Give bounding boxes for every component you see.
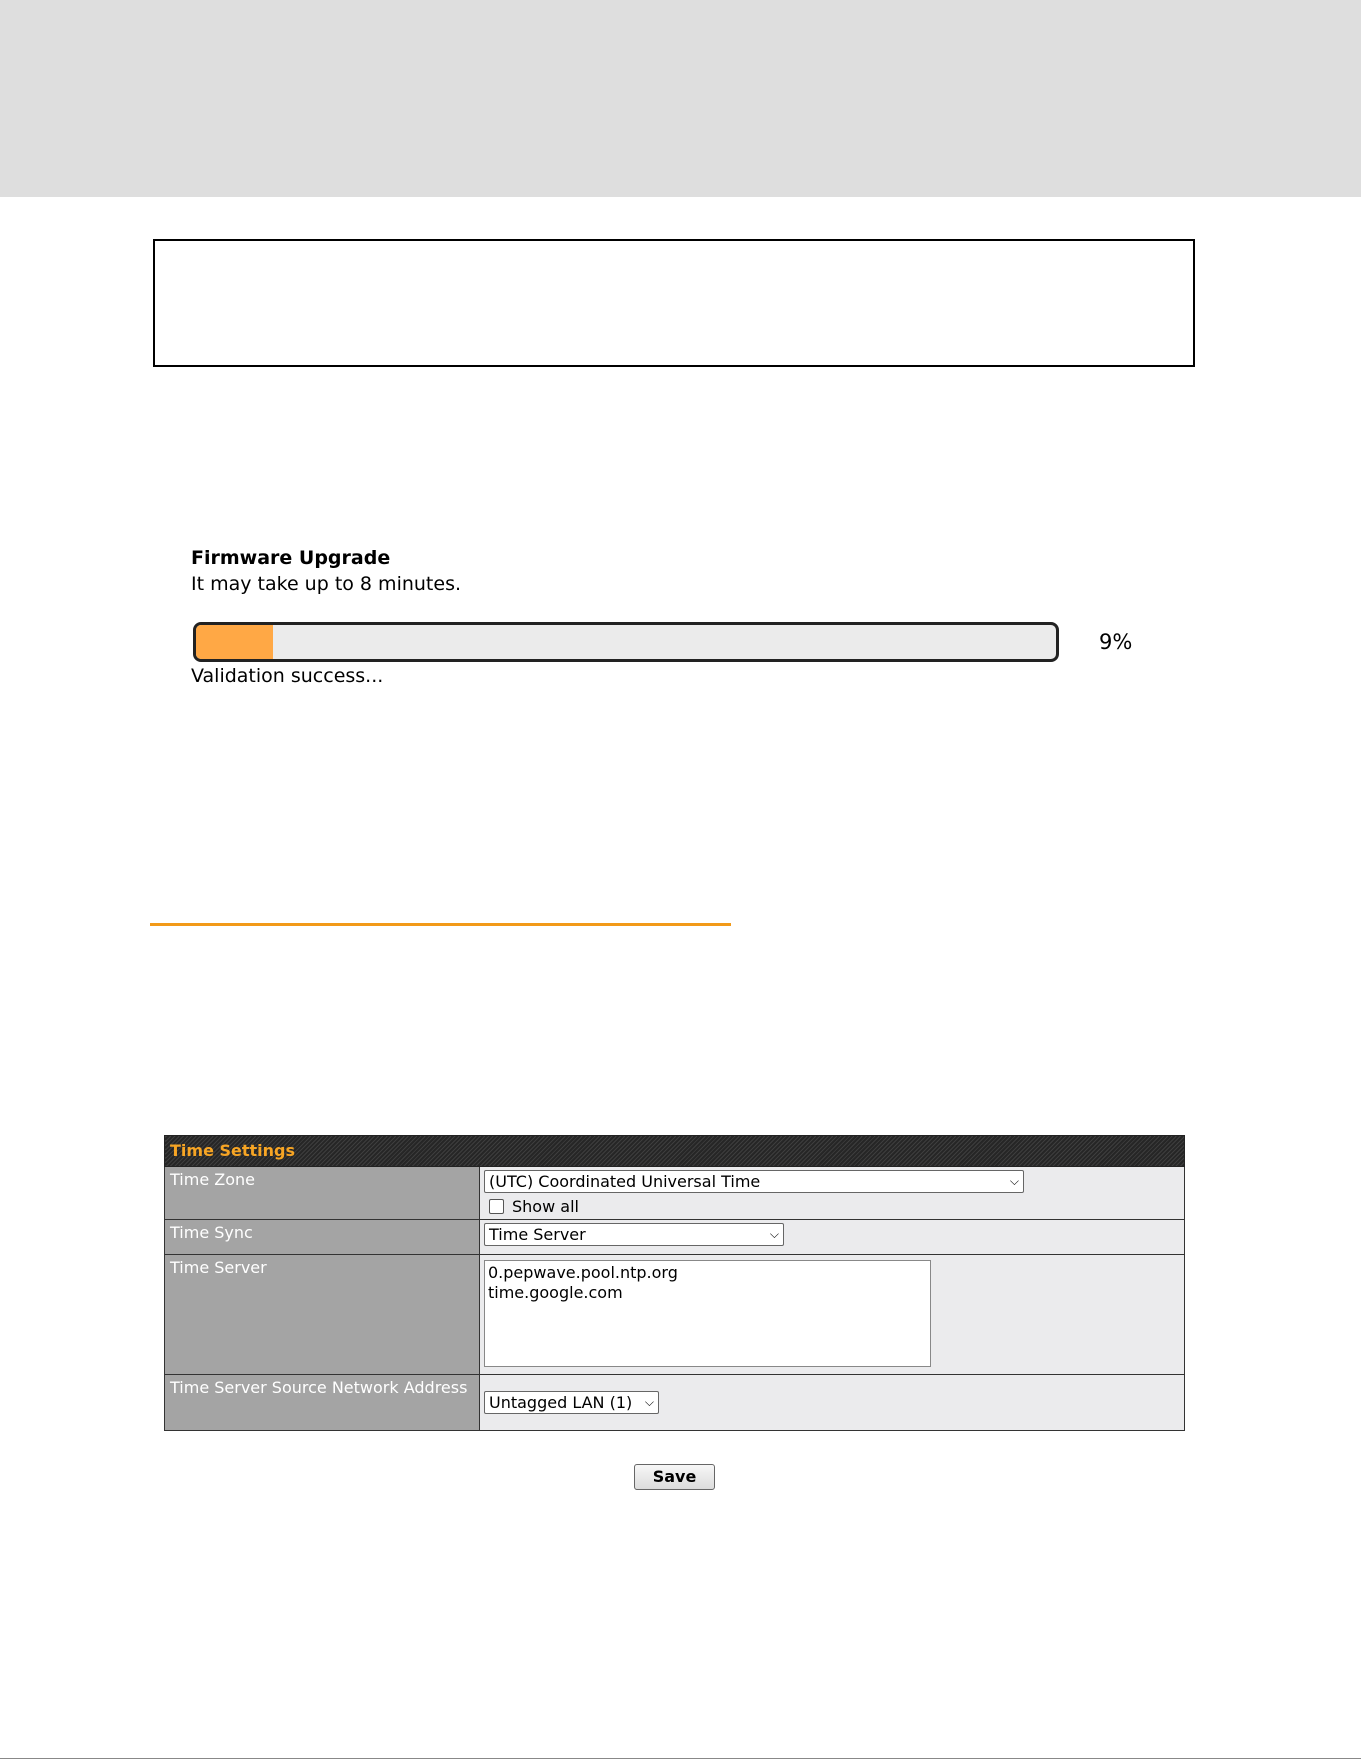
source-address-value: Untagged LAN (1) [489,1393,633,1412]
time-settings-header: Time Settings [165,1136,1185,1167]
firmware-progress-fill [196,625,273,659]
time-zone-cell [480,1167,1185,1220]
firmware-progress-bar [193,622,1059,662]
firmware-title: Firmware Upgrade [191,547,391,569]
page-bottom-rule [0,1758,1361,1759]
time-zone-value: (UTC) Coordinated Universal Time [489,1172,761,1191]
time-server-textarea[interactable]: 0.pepwave.pool.ntp.org time.google.com [484,1260,931,1367]
firmware-status: Validation success... [191,665,384,687]
time-server-row [165,1255,1185,1375]
source-address-label: Time Server Source Network Address [165,1375,480,1431]
chevron-down-icon: ⌵ [644,1395,654,1409]
top-banner-area [0,0,1361,197]
outlined-box [153,239,1195,367]
time-sync-value: Time Server [489,1225,586,1244]
time-server-cell [480,1255,1185,1375]
time-sync-label: Time Sync [165,1220,480,1255]
time-sync-select[interactable] [484,1223,784,1246]
time-zone-label: Time Zone [165,1167,480,1220]
source-address-select[interactable] [484,1391,659,1414]
firmware-progress-percent: 9% [1099,630,1133,654]
time-server-label: Time Server [165,1255,480,1375]
chevron-down-icon: ⌵ [1009,1174,1019,1188]
show-all-checkbox[interactable] [489,1199,504,1214]
save-button[interactable]: Save [634,1464,715,1490]
time-sync-cell [480,1220,1185,1255]
section-divider [150,923,731,926]
time-zone-row [165,1167,1185,1220]
source-address-cell [480,1375,1185,1431]
time-settings-table [164,1135,1185,1431]
time-sync-row [165,1220,1185,1255]
show-all-label[interactable]: Show all [512,1197,579,1216]
time-zone-select[interactable] [484,1170,1024,1193]
firmware-subtitle: It may take up to 8 minutes. [191,573,462,595]
show-all-row [484,1197,1180,1216]
chevron-down-icon: ⌵ [769,1227,779,1241]
source-address-row [165,1375,1185,1431]
